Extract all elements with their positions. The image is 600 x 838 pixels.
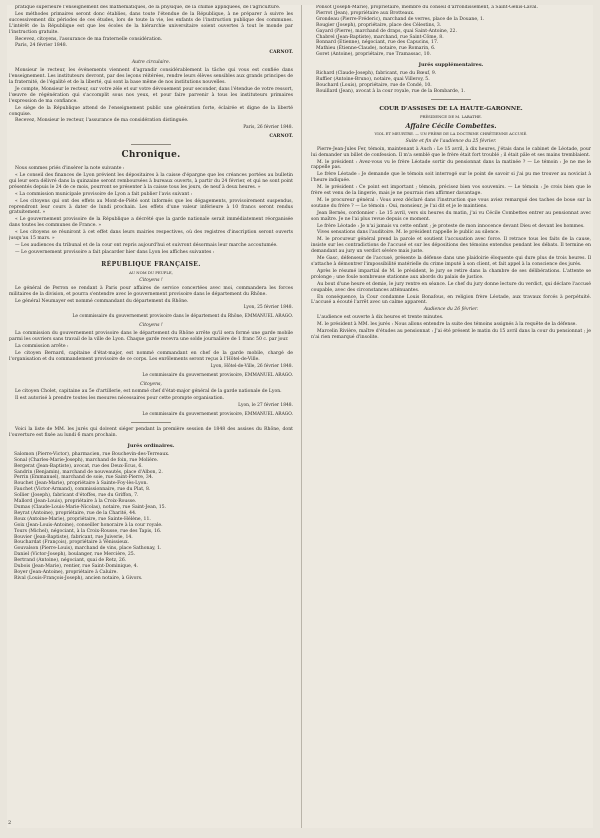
trial-paragraph: Le frère Léotade : Je n'ai jamais vu cette enfant ; je proteste de mon innocence devant Dieu et devant les hommes.: [317, 223, 585, 229]
republique-subheading: AU NOM DU PEUPLE,: [129, 269, 173, 275]
salutation-1: Citoyens !: [139, 277, 163, 283]
juror-entry: Bouvier (Jean-Baptiste), fabricant, rue Juiverie, 14.: [14, 534, 133, 540]
juror-entry: Ruffier (Antoine-Bruno), notaire, quai Villeroy, 5.: [316, 77, 430, 83]
juror-entry: Rougier (Joseph), propriétaire, place des Célestins, 3.: [316, 22, 442, 28]
chronique-paragraph: « Le gouvernement provisoire de la République a décrété que la garde nationale serait immédiatement réorganisée dans toutes les communes de France. »: [9, 217, 293, 229]
presidence-line: PRÉSIDENCE DE M. LABATHE.: [419, 113, 483, 119]
juror-entry: Reyrat (Antoine), propriétaire, rue de la Charité, 44.: [14, 510, 137, 516]
circular-paragraph: Recevez, Monsieur le recteur, l'assurance de ma considération distinguée.: [15, 118, 189, 124]
juror-entry: Bertrand (Antoine), négociant, quai de Retz, 26.: [14, 558, 127, 564]
juror-entry: Bergerat (Jean-Baptiste), avocat, rue des Deux-Écus, 6.: [14, 463, 143, 469]
juror-entry: Tours (Michel), négociant, à la Croix-Rousse, rue des Tapis, 16.: [14, 528, 162, 534]
circular-paragraph: Monsieur le recteur, les événements viennent d'agrandir considérablement la tâche qui vous est confiée dans l'enseignement. Les instituteurs devront, par des leçons réitérées, rendre leurs élèves sensibles aux grands principes de la fraternité, de l'égalité et de la liberté, qui sont la base même de nos institutions nouvelles.: [9, 68, 293, 85]
salutation-3: Citoyens,: [140, 381, 162, 387]
trial-paragraph: M. le procureur général prend la parole et soutient l'accusation avec force. Il retrace tous les faits de la cause, insiste sur les contradictions de l'accusé et sur les dépositions des témoins entendus pendant les débats. Il termine en demandant au jury un verdict sévère mais juste.: [311, 237, 591, 255]
decree-place-1: Lyon, 25 février 1848.: [243, 305, 293, 311]
juror-entry: Boyer (Jean-Antoine), propriétaire à Caluire.: [14, 569, 118, 575]
decree-paragraph: Le citoyen Cholet, capitaine au 5e d'artillerie, est nommé chef d'état-major général de la garde nationale de Lyon.: [15, 389, 282, 395]
newspaper-page: [7, 5, 593, 828]
trial-paragraph: En conséquence, la Cour condamne Louis Bonafous, en religion frère Léotade, aux travaux forcés à perpétuité. L'accusé a écouté l'arrêt avec un calme apparent.: [311, 294, 591, 306]
juror-entry: Mallord (Jean-Louis), propriétaire à la Croix-Rousse.: [14, 499, 137, 505]
divider: [131, 144, 171, 145]
juror-entry: Ponsot (Joseph-Marie), propriétaire, membre du conseil d'arrondissement, à Saint-Genis-Laval.: [316, 5, 538, 10]
trial-paragraph: Après le résumé impartial de M. le président, le jury se retire dans la chambre de ses délibérations. L'attente se prolonge ; une foule nombreuse stationne aux abords du palais de justice.: [311, 268, 591, 280]
republique-heading: RÉPUBLIQUE FRANÇAISE.: [101, 260, 201, 268]
juror-entry: Sonal (Charles-Marie-Joseph), marchand de foin, rue Molière.: [14, 457, 159, 463]
decree-signature-1: Le commissaire du gouvernement provisoire dans le département du Rhône, EMMANUEL ARAGO.: [72, 314, 293, 320]
chronique-paragraph: — Les audiences du tribunal et de la cour ont repris aujourd'hui et suivront désormais leur marche accoutumée.: [15, 243, 278, 248]
chronique-paragraph: « Les citoyens qui ont des effets au Mont-de-Piété sont informés que les dégagements, provisoirement suspendus, reprendront leur cours à dater de lundi prochain. Les effets d'une valeur inférieure à 10 francs seront rendus gratuitement. »: [9, 198, 293, 216]
juror-entry: Goix (Jean-Louis-Antoine), conseiller honoraire à la cour royale.: [14, 522, 163, 528]
trial-paragraph: L'audience est ouverte à dix heures et trente minutes.: [317, 315, 444, 321]
juror-entry: Grondeau (Pierre-Fréderic), marchand de verres, place de la Douane, 1.: [316, 16, 485, 22]
chronique-paragraph: — Le gouvernement provisoire a fait placarder hier dans Lyon les affiches suivantes :: [15, 249, 215, 255]
decree-place-3: Lyon, le 27 février 1848.: [238, 403, 293, 409]
juror-entry: Roux (Antoine-Marie), propriétaire, rue Sainte-Hélène, 11.: [14, 516, 151, 522]
right-column: [311, 5, 591, 828]
page-number: 2: [8, 820, 12, 826]
juror-entry: Dubois (Jean-Marie), rentier, rue Saint-Dominique, 4.: [14, 564, 138, 570]
chronique-paragraph: « La commission municipale provisoire de Lyon a fait publier l'avis suivant :: [15, 191, 193, 197]
juror-entry: Bonnard (Etienne), négociant, rue des Capucins, 17.: [316, 40, 439, 46]
chronique-heading: Chronique.: [121, 150, 181, 161]
trial-paragraph: Jean Bernès, cordonnier : Le 15 avril, vers six heures du matin, j'ai vu Cécile Combettes entrer au pensionnat avec son maître. Je ne l'ai plus revue depuis ce moment.: [311, 210, 591, 222]
juror-entry: Chabrel (Jean-Baptiste), marchand, rue Saint-Côme, 8.: [316, 34, 444, 40]
decree-place-2: Lyon, Hôtel-de-Ville, 26 février 1848.: [210, 363, 293, 369]
decree-paragraph: Le citoyen Bernard, capitaine d'état-major, est nommé commandant en chef de la garde mobile, chargé de l'organisation et du commandement provisoire de ce corps. Les enrôlements seront reçus à l'Hôtel-de-Ville.: [9, 350, 293, 362]
left-column: [9, 5, 293, 828]
circular-place: Paris, 26 février 1848.: [243, 125, 293, 131]
decree-paragraph: La commission arrête :: [15, 343, 69, 349]
jures-intro: Voici la liste de MM. les jurés qui doivent siéger pendant la première session de 1848 des assises du Rhône, dont l'ouverture est fixée au lundi 6 mars prochain.: [9, 427, 293, 438]
trial-paragraph: M. le président : Ce point est important ; témoin, précisez bien vos souvenirs. — Le témoin : Je crois bien que le frère est venu de la lingerie, mais je ne pourrais rien affirmer davantage.: [311, 185, 591, 197]
affaire-heading: Affaire Cécile Combettes.: [405, 121, 497, 130]
juror-entry: Rouillard (Jean), avocat à la cour royale, rue de la Bombarde, 1.: [316, 88, 466, 94]
article-paragraph: Paris, 24 février 1848.: [15, 43, 68, 49]
juror-entry: Fauchet (Victor-Armand), commissionnaire, rue du Plat, 8.: [14, 487, 151, 493]
affaire-note: Suite et fin de l'audience du 25 février.: [405, 138, 497, 144]
cour-assises-heading: COUR D'ASSISES DE LA HAUTE-GARONNE.: [379, 105, 523, 112]
divider: [131, 422, 171, 423]
juror-entry: Bouchard (Louis), propriétaire, rue de Condé, 10.: [316, 82, 432, 88]
salutation-2: Citoyens !: [139, 323, 163, 329]
decree-signature-3: Le commissaire du gouvernement provisoire, EMMANUEL ARAGO.: [142, 412, 293, 418]
juror-entry: Pierrot (Jean), propriétaire aux Brotteaux.: [316, 10, 415, 16]
juror-entry: Sandrin (Benjamin), marchand de nouveautés, place d'Albon, 2.: [14, 469, 163, 475]
juror-entry: Goret (Antoine), propriétaire, rue Tramassac, 10.: [316, 52, 431, 58]
juror-entry: Daniel (Victor-Joseph), boulanger, rue Mercière, 25.: [14, 552, 136, 558]
column-gutter-rule: [301, 5, 302, 828]
decree-paragraph: Le général de Perron se rendant à Paris pour affaires de service concertées avec moi, commandera les forces militaires de la division, et pourra s'entendre avec le gouvernement provisoire dans le département du Rhône.: [9, 285, 293, 297]
decree-paragraph: La commission du gouvernement provisoire dans le département du Rhône arrête qu'il sera formé une garde mobile parmi les ouvriers sans travail de la ville de Lyon. Chaque garde recevra une solde journalière de 1 franc 50 c. par jour.: [9, 331, 293, 343]
trial-paragraph: Me Gasc, défenseur de l'accusé, présente la défense dans une plaidoirie éloquente qui dure plus de trois heures. Il s'attache à démontrer l'impossibilité matérielle du crime imputé à son client, et fait appel à la conscience des jurés.: [311, 256, 591, 267]
article-paragraph: pratique supérieure l'enseignement des mathématiques, de la physique, de la chimie appliquées, de l'agriculture.: [15, 5, 281, 10]
trial-paragraph: M. le procureur général : Vous avez déclaré dans l'instruction que vous aviez remarqué des taches de boue sur la soutane du frère ? — Le témoin : Oui, monsieur, je l'ai dit et je le maintiens.: [311, 197, 591, 209]
decree-signature-2: Le commissaire du gouvernement provisoire, EMMANUEL ARAGO.: [142, 372, 293, 378]
trial-paragraph: Marcelin Rivière, maître d'études au pensionnat : J'ai été présent le matin du 15 avril dans la cour du pensionnat ; je n'ai rien remarqué d'insolite.: [311, 329, 591, 340]
juror-entry: Gouvalson (Pierre-Louis), marchand de vins, place Sathonay, 1.: [14, 546, 162, 552]
chronique-paragraph: « Le conseil des finances de Lyon prévient les dépositaires à la caisse d'épargne que les créances portées au bulletin qui leur sera délivré dans la quinzaine seront remboursées à bureaux ouverts, à partir du 24 février, et qui ne sont point présentés depuis le 24 de ce mois, pourront se présenter à la caisse tous les jours, de neuf à deux heures. »: [9, 173, 293, 190]
affaire-subheading: VIOL ET MEURTRE. — UN FRÈRE DE LA DOCTRINE CHRÉTIENNE ACCUSÉ.: [374, 130, 528, 136]
article-paragraph: Les méthodes primaires seront donc établies, dans toute l'étendue de la République, à ne préparer à suivre les successivement dix périodes de ces études, lors de toute la vie, les enfants de l'instruction publique des communes. L'intérêt de la République est que les écoles de la hiérarchie universitaire soient ouvertes à tout le monde par l'instruction gratuite.: [9, 11, 293, 35]
trial-paragraph: Pierre-Jean-Jules Fer, témoin, maintenant à Auch : Le 15 avril, à dix heures, j'étais dans le cabinet de Léotade, pour lui demander un billet de confession. Il m'a semblé que le frère était fort troublé ; il était pâle et ses mains tremblaient.: [311, 146, 591, 158]
article-paragraph: Recevez, citoyens, l'assurance de ma fraternelle considération.: [15, 36, 163, 42]
juror-entry: Mathieu (Étienne-Claude), notaire, rue Romarin, 6.: [316, 46, 436, 52]
trial-paragraph: M. le président à MM. les jurés : Nous allons entendre la suite des témoins assignés à la requête de la défense.: [317, 322, 577, 328]
juror-entry: Salomon (Pierre-Victor), pharmacien, rue Bouchevin-des-Terreaux.: [14, 451, 170, 457]
circular-paragraph: Le siège de la République attend de l'enseignement public une génération forte, éclairée et digne de la liberté conquise.: [9, 105, 293, 117]
juror-entry: Bouchardat (François), propriétaire à Vénissieux.: [14, 540, 130, 546]
jures-heading: Jurés ordinaires.: [127, 442, 175, 449]
divider: [431, 99, 471, 100]
decree-paragraph: Il est autorisé à prendre toutes les mesures nécessaires pour cette prompte organisation.: [15, 396, 225, 402]
circular-paragraph: Je compte, Monsieur le recteur, sur votre zèle et sur votre dévouement pour seconder, dans l'étendue de votre ressort, l'œuvre de régénération qui s'accomplit sous nos yeux, et pour faire parvenir à tous les instituteurs primaires l'expression de ma confiance.: [9, 86, 293, 104]
trial-paragraph: Au bout d'une heure et demie, le jury rentre en séance. Le chef du jury donne lecture du verdict, qui déclare l'accusé coupable, avec des circonstances atténuantes.: [311, 281, 591, 293]
signature-carnot-2: CARNOT.: [269, 134, 293, 140]
audience-heading: Audience du 26 février.: [423, 307, 479, 313]
trial-paragraph: M. le président : Avez-vous vu le frère Léotade sortir du pensionnat dans la matinée ? — Le témoin : Je ne me le rappelle pas.: [311, 159, 591, 171]
juror-entry: Rouchet (Jean-Marie), propriétaire à Sainte-Foy-lès-Lyon.: [14, 481, 148, 487]
decree-paragraph: Le général Neumayer est nommé commandant du département du Rhône.: [15, 298, 189, 304]
jures-supplementaires-heading: Jurés supplémentaires.: [418, 62, 484, 69]
juror-entry: Richard (Claude-Joseph), fabricant, rue du Bœuf, 9.: [316, 71, 437, 77]
trial-paragraph: Vives sensations dans l'auditoire. M. le président rappelle le public au silence.: [317, 230, 500, 236]
chronique-paragraph: Nous sommes priés d'insérer la note suivante :: [15, 166, 125, 172]
signature-carnot-1: CARNOT.: [269, 50, 293, 56]
juror-entry: Rival (Louis-François-Joseph), ancien notaire, à Givors.: [14, 575, 143, 581]
juror-entry: Sollier (Joseph), fabricant d'étoffes, rue du Griffon, 7.: [14, 493, 139, 499]
chronique-paragraph: « Les citoyens se réuniront à cet effet dans leurs mairies respectives, où des registres d'inscription seront ouverts jusqu'au 15 mars. »: [9, 230, 293, 242]
circular-title: Autre circulaire.: [131, 60, 171, 66]
juror-entry: Gayard (Pierre), marchand de draps, quai Saint-Antoine, 22.: [316, 28, 457, 34]
juror-entry: Dumas (Claude-Louis-Marie-Nicolas), notaire, rue Saint-Jean, 15.: [14, 505, 167, 510]
juror-entry: Perrin (Emmanuel), marchand de soie, rue Saint-Pierre, 34.: [14, 475, 154, 481]
trial-paragraph: Le frère Léotade : Je demande que le témoin soit interrogé sur le point de savoir si j'ai pu me trouver au noviciat à l'heure indiquée.: [311, 172, 591, 184]
